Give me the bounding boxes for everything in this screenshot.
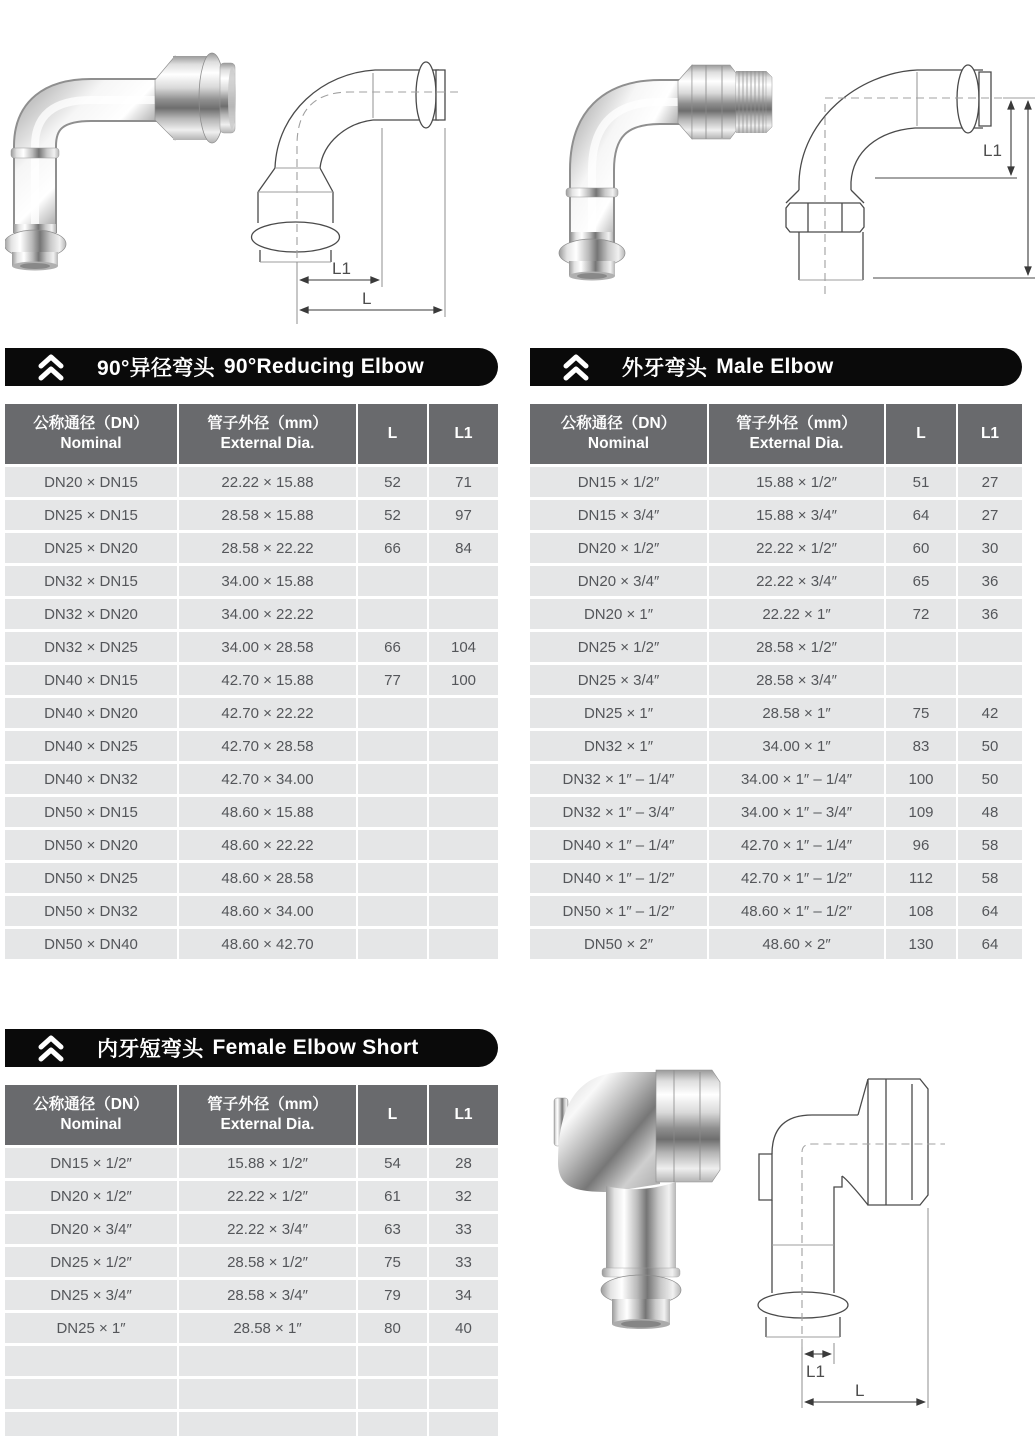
table-cell: DN15 × 3/4″ — [530, 497, 708, 530]
column-header-nominal: 公称通径（DN） Nominal — [530, 404, 708, 464]
table-row — [5, 1409, 498, 1436]
table-cell: 22.22 × 1/2″ — [708, 530, 885, 563]
column-header-l: L — [357, 1085, 428, 1145]
table-row — [530, 629, 1022, 662]
table-cell: 51 — [885, 464, 957, 497]
table-row — [5, 662, 498, 695]
table-cell — [178, 1343, 357, 1376]
column-header-l: L — [357, 404, 428, 464]
banner-title-zh: 90°异径弯头 — [97, 357, 215, 380]
table-cell: 83 — [885, 728, 957, 761]
table-cell: DN50 × DN40 — [5, 926, 178, 959]
column-header-external-dia: 管子外径（mm） External Dia. — [708, 404, 885, 464]
table-cell: 75 — [885, 695, 957, 728]
section-banner-reducing — [5, 348, 498, 386]
table-row — [5, 728, 498, 761]
table-row — [5, 827, 498, 860]
table-cell: 34.00 × 28.58 — [178, 629, 357, 662]
banner-title-en: Male Elbow — [716, 355, 834, 378]
table-cell: 48 — [957, 794, 1022, 827]
table-cell: 34.00 × 1″ — [708, 728, 885, 761]
table-cell: 27 — [957, 464, 1022, 497]
table-cell: 42.70 × 28.58 — [178, 728, 357, 761]
female-elbow-photo — [548, 1062, 728, 1347]
table-cell: 28.58 × 3/4″ — [708, 662, 885, 695]
table-cell — [885, 629, 957, 662]
column-header-nominal: 公称通径（DN） Nominal — [5, 404, 178, 464]
table-cell — [357, 563, 428, 596]
table-cell — [357, 695, 428, 728]
table-cell — [357, 794, 428, 827]
table-cell: 50 — [957, 728, 1022, 761]
table-cell: 28.58 × 1″ — [708, 695, 885, 728]
table-row — [5, 1277, 498, 1310]
table-cell: DN25 × 1″ — [5, 1310, 178, 1343]
table-cell: 109 — [885, 794, 957, 827]
table-cell: 48.60 × 34.00 — [178, 893, 357, 926]
table-cell — [357, 1343, 428, 1376]
table-cell: DN50 × DN20 — [5, 827, 178, 860]
table-cell: DN32 × 1″ — [530, 728, 708, 761]
table-row — [5, 860, 498, 893]
table-row — [5, 563, 498, 596]
table-cell: 64 — [885, 497, 957, 530]
table-cell: 28.58 × 3/4″ — [178, 1277, 357, 1310]
table-cell: DN40 × 1″ – 1/4″ — [530, 827, 708, 860]
table-cell — [428, 1376, 498, 1409]
table-cell: 15.88 × 1/2″ — [178, 1145, 357, 1178]
table-cell: 100 — [885, 761, 957, 794]
table-cell: 112 — [885, 860, 957, 893]
banner-title-zh: 内牙短弯头 — [97, 1038, 204, 1061]
table-cell: DN25 × 1/2″ — [5, 1244, 178, 1277]
table-row — [530, 464, 1022, 497]
table-cell: 34 — [428, 1277, 498, 1310]
table-cell: DN50 × 1″ – 1/2″ — [530, 893, 708, 926]
table-cell — [428, 563, 498, 596]
table-row — [5, 695, 498, 728]
column-header-l1: L1 — [957, 404, 1022, 464]
male-elbow-table — [530, 404, 1022, 959]
table-cell: 22.22 × 3/4″ — [708, 563, 885, 596]
table-cell: 42.70 × 22.22 — [178, 695, 357, 728]
table-cell — [428, 893, 498, 926]
male-elbow-drawing — [755, 40, 1035, 340]
table-cell: DN25 × DN20 — [5, 530, 178, 563]
table-row — [5, 761, 498, 794]
table-cell — [428, 1409, 498, 1436]
table-cell: DN32 × DN25 — [5, 629, 178, 662]
table-cell: 63 — [357, 1211, 428, 1244]
table-row — [530, 662, 1022, 695]
table-cell — [357, 761, 428, 794]
table-cell: 22.22 × 3/4″ — [178, 1211, 357, 1244]
table-cell: 48.60 × 1″ – 1/2″ — [708, 893, 885, 926]
table-row — [530, 761, 1022, 794]
table-cell: DN15 × 1/2″ — [5, 1145, 178, 1178]
table-cell — [428, 827, 498, 860]
table-cell: 40 — [428, 1310, 498, 1343]
table-cell: 48.60 × 22.22 — [178, 827, 357, 860]
table-cell: 15.88 × 3/4″ — [708, 497, 885, 530]
table-cell: 42.70 × 1″ – 1/2″ — [708, 860, 885, 893]
table-cell: 36 — [957, 596, 1022, 629]
dim-label-l1: L1 — [983, 141, 1002, 160]
banner-title — [622, 348, 834, 386]
table-row — [5, 1376, 498, 1409]
header-row — [5, 404, 498, 464]
table-cell: DN25 × 1″ — [530, 695, 708, 728]
table-cell: DN15 × 1/2″ — [530, 464, 708, 497]
table-cell: 33 — [428, 1244, 498, 1277]
table-cell: 64 — [957, 893, 1022, 926]
table-cell: 34.00 × 15.88 — [178, 563, 357, 596]
table-cell: 79 — [357, 1277, 428, 1310]
table-row — [5, 1145, 498, 1178]
table-cell: 28.58 × 1″ — [178, 1310, 357, 1343]
table-row — [530, 497, 1022, 530]
table-cell: DN40 × DN25 — [5, 728, 178, 761]
dim-label-l1: L1 — [332, 259, 351, 278]
table-cell: DN20 × 1/2″ — [5, 1178, 178, 1211]
banner-title-en: 90°Reducing Elbow — [223, 355, 425, 378]
double-chevron-up-icon — [23, 1024, 79, 1072]
table-cell: 60 — [885, 530, 957, 563]
table-cell: 104 — [428, 629, 498, 662]
table-cell: 52 — [357, 464, 428, 497]
table-cell: 28.58 × 15.88 — [178, 497, 357, 530]
reducing-elbow-drawing — [240, 40, 520, 335]
table-cell — [178, 1376, 357, 1409]
table-cell: DN32 × 1″ – 1/4″ — [530, 761, 708, 794]
double-chevron-up-icon — [548, 343, 604, 391]
table-row — [530, 728, 1022, 761]
table-cell: DN50 × 2″ — [530, 926, 708, 959]
table-row — [5, 794, 498, 827]
table-row — [5, 530, 498, 563]
reducing-elbow-table — [5, 404, 498, 959]
table-cell — [357, 860, 428, 893]
table-cell: 22.22 × 1/2″ — [178, 1178, 357, 1211]
table-cell: DN40 × DN15 — [5, 662, 178, 695]
table-cell — [428, 728, 498, 761]
table-cell: DN25 × 3/4″ — [5, 1277, 178, 1310]
table-cell — [957, 662, 1022, 695]
table-cell — [428, 761, 498, 794]
table-cell: 27 — [957, 497, 1022, 530]
table-cell: 97 — [428, 497, 498, 530]
table-cell — [357, 596, 428, 629]
table-cell: DN20 × 3/4″ — [530, 563, 708, 596]
table-row — [530, 827, 1022, 860]
table-row — [5, 1244, 498, 1277]
table-cell — [357, 827, 428, 860]
table-cell: DN20 × DN15 — [5, 464, 178, 497]
table-row — [5, 1343, 498, 1376]
dim-label-l1: L1 — [806, 1362, 825, 1381]
table-row — [5, 1178, 498, 1211]
banner-title — [97, 1029, 419, 1067]
table-cell: 58 — [957, 860, 1022, 893]
table-row — [5, 596, 498, 629]
table-cell: 36 — [957, 563, 1022, 596]
table-cell: 80 — [357, 1310, 428, 1343]
table-cell: DN20 × 1/2″ — [530, 530, 708, 563]
section-banner-male — [530, 348, 1022, 386]
table-cell: 42.70 × 1″ – 1/4″ — [708, 827, 885, 860]
table-cell — [885, 662, 957, 695]
table-cell — [428, 926, 498, 959]
table-cell: DN50 × DN25 — [5, 860, 178, 893]
table-cell: 52 — [357, 497, 428, 530]
table-cell: 34.00 × 1″ – 3/4″ — [708, 794, 885, 827]
table-cell: 33 — [428, 1211, 498, 1244]
table-cell: 71 — [428, 464, 498, 497]
table-row — [530, 794, 1022, 827]
table-cell: DN50 × DN15 — [5, 794, 178, 827]
table-cell: DN20 × 1″ — [530, 596, 708, 629]
table-row — [530, 860, 1022, 893]
header-row — [5, 1085, 498, 1145]
table-cell: 66 — [357, 530, 428, 563]
banner-title-zh: 外牙弯头 — [622, 357, 708, 380]
column-header-l: L — [885, 404, 957, 464]
reducing-elbow-photo — [5, 28, 240, 328]
table-row — [530, 530, 1022, 563]
table-cell: 48.60 × 42.70 — [178, 926, 357, 959]
table-cell: 28.58 × 22.22 — [178, 530, 357, 563]
table-cell — [428, 794, 498, 827]
table-cell — [357, 728, 428, 761]
dim-label-l: L — [362, 289, 372, 308]
table-cell — [357, 893, 428, 926]
table-cell: 48.60 × 15.88 — [178, 794, 357, 827]
column-header-nominal: 公称通径（DN） Nominal — [5, 1085, 178, 1145]
table-cell: 22.22 × 1″ — [708, 596, 885, 629]
table-cell: DN25 × 1/2″ — [530, 629, 708, 662]
table-row — [5, 464, 498, 497]
table-cell: 96 — [885, 827, 957, 860]
table-cell: 22.22 × 15.88 — [178, 464, 357, 497]
table-cell: DN32 × 1″ – 3/4″ — [530, 794, 708, 827]
table-cell: 28.58 × 1/2″ — [708, 629, 885, 662]
table-cell — [957, 629, 1022, 662]
table-cell — [178, 1409, 357, 1436]
banner-title — [97, 348, 424, 386]
header-row — [530, 404, 1022, 464]
table-row — [5, 1211, 498, 1244]
table-cell: 72 — [885, 596, 957, 629]
female-elbow-drawing — [740, 1062, 1035, 1436]
table-cell: DN25 × DN15 — [5, 497, 178, 530]
table-cell: 42 — [957, 695, 1022, 728]
table-cell: DN40 × DN20 — [5, 695, 178, 728]
table-cell — [428, 695, 498, 728]
table-cell: 61 — [357, 1178, 428, 1211]
table-cell: 32 — [428, 1178, 498, 1211]
table-cell: DN40 × 1″ – 1/2″ — [530, 860, 708, 893]
table-cell: 65 — [885, 563, 957, 596]
table-row — [5, 926, 498, 959]
table-cell: 34.00 × 1″ – 1/4″ — [708, 761, 885, 794]
male-elbow-photo — [540, 40, 775, 325]
double-chevron-up-icon — [23, 343, 79, 391]
table-cell: 34.00 × 22.22 — [178, 596, 357, 629]
female-elbow-short-table — [5, 1085, 498, 1436]
table-cell: 50 — [957, 761, 1022, 794]
table-cell: DN40 × DN32 — [5, 761, 178, 794]
table-cell: DN50 × DN32 — [5, 893, 178, 926]
table-row — [5, 629, 498, 662]
dim-label-l: L — [855, 1381, 865, 1400]
table-cell — [428, 1343, 498, 1376]
table-cell: DN32 × DN20 — [5, 596, 178, 629]
table-cell — [5, 1409, 178, 1436]
table-cell: 42.70 × 15.88 — [178, 662, 357, 695]
table-cell — [357, 926, 428, 959]
table-cell: 15.88 × 1/2″ — [708, 464, 885, 497]
table-cell: DN25 × 3/4″ — [530, 662, 708, 695]
table-cell: DN32 × DN15 — [5, 563, 178, 596]
table-row — [530, 893, 1022, 926]
table-cell: 77 — [357, 662, 428, 695]
table-cell: 100 — [428, 662, 498, 695]
table-row — [530, 695, 1022, 728]
table-row — [530, 563, 1022, 596]
table-cell — [5, 1376, 178, 1409]
table-cell — [428, 860, 498, 893]
section-banner-female-short — [5, 1029, 498, 1067]
column-header-external-dia: 管子外径（mm） External Dia. — [178, 1085, 357, 1145]
table-cell: 130 — [885, 926, 957, 959]
table-cell: 28.58 × 1/2″ — [178, 1244, 357, 1277]
column-header-l1: L1 — [428, 1085, 498, 1145]
table-cell: 48.60 × 2″ — [708, 926, 885, 959]
table-row — [5, 497, 498, 530]
table-cell: DN20 × 3/4″ — [5, 1211, 178, 1244]
table-cell — [428, 596, 498, 629]
table-row — [5, 893, 498, 926]
column-header-external-dia: 管子外径（mm） External Dia. — [178, 404, 357, 464]
table-cell — [357, 1409, 428, 1436]
table-cell: 58 — [957, 827, 1022, 860]
table-cell: 42.70 × 34.00 — [178, 761, 357, 794]
table-cell: 54 — [357, 1145, 428, 1178]
table-row — [5, 1310, 498, 1343]
table-cell: 64 — [957, 926, 1022, 959]
table-cell — [357, 1376, 428, 1409]
table-cell: 84 — [428, 530, 498, 563]
table-cell — [5, 1343, 178, 1376]
table-cell: 30 — [957, 530, 1022, 563]
column-header-l1: L1 — [428, 404, 498, 464]
table-row — [530, 596, 1022, 629]
table-cell: 66 — [357, 629, 428, 662]
table-row — [530, 926, 1022, 959]
table-cell: 75 — [357, 1244, 428, 1277]
table-cell: 28 — [428, 1145, 498, 1178]
table-cell: 48.60 × 28.58 — [178, 860, 357, 893]
banner-title-en: Female Elbow Short — [212, 1036, 419, 1059]
table-cell: 108 — [885, 893, 957, 926]
